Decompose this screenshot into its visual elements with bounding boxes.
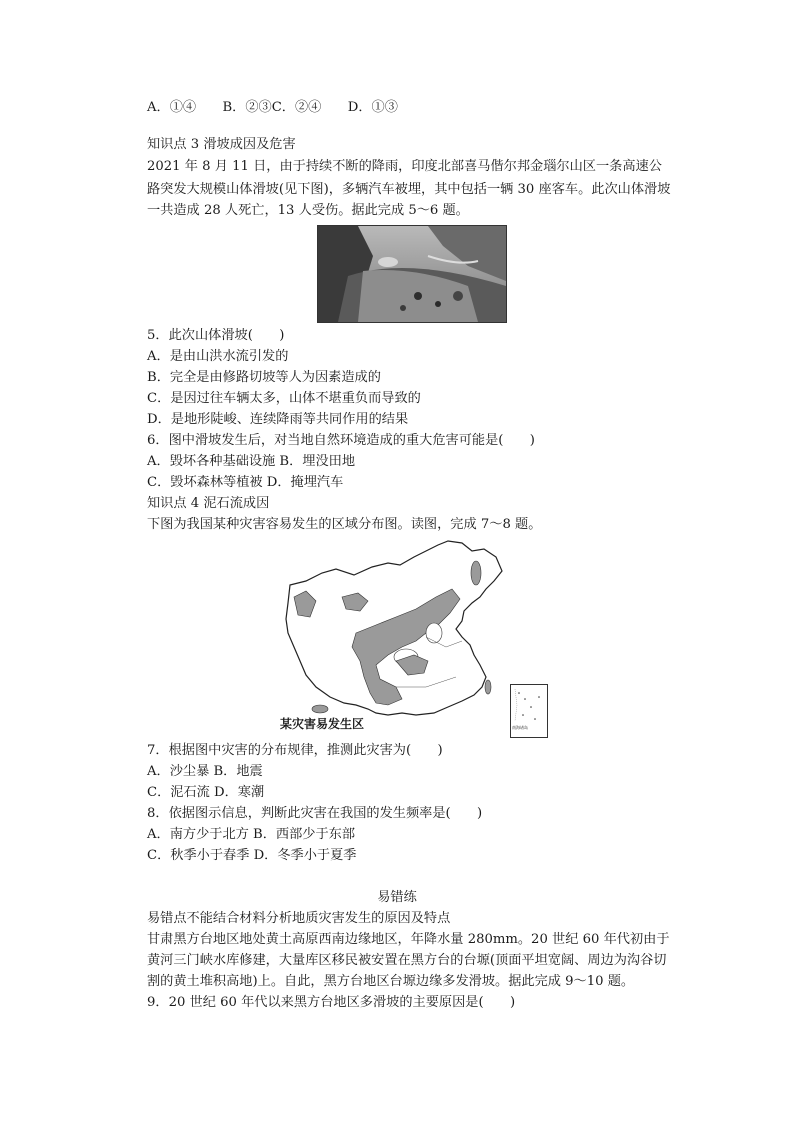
q5-option-b: B．完全是由修路切坡等人为因素造成的 <box>147 370 381 385</box>
landslide-photo <box>317 225 507 323</box>
q7-stem: 7．根据图中灾害的分布规律，推测此灾害为( ) <box>147 743 443 758</box>
q7-options-ab: A．沙尘暴 B．地震 <box>147 764 263 779</box>
q6-options-cd: C．毁坏森林等植被 D．掩埋汽车 <box>147 475 344 490</box>
section3-para-line2: 路突发大规模山体滑坡(见下图)，多辆汽车被埋，其中包括一辆 30 座客车。此次山体滑坡 <box>147 182 671 197</box>
error-para-line1: 甘肃黑方台地区地处黄土高原西南边缘地区，年降水量 280mm。20 世纪 60 年代初由于 <box>147 932 670 947</box>
q5-option-a: A．是由山洪水流引发的 <box>147 349 289 364</box>
china-disaster-map <box>276 537 548 737</box>
q8-options-ab: A．南方少于北方 B．西部少于东部 <box>147 827 356 842</box>
q4-options: A．①④ B．②③C．②④ D．①③ <box>147 100 398 115</box>
section3-title: 知识点 3 滑坡成因及危害 <box>147 137 296 152</box>
q8-options-cd: C．秋季小于春季 D．冬季小于夏季 <box>147 848 357 863</box>
section3-para-line1: 2021 年 8 月 11 日，由于持续不断的降雨，印度北部喜马偕尔邦金瑙尔山区一条高速公 <box>147 159 662 174</box>
q8-stem: 8．依据图示信息，判断此灾害在我国的发生频率是( ) <box>147 806 483 821</box>
landslide-photo-image <box>318 226 506 322</box>
q5-option-c: C．是因过往车辆太多，山体不堪重负而导致的 <box>147 391 421 406</box>
china-outline-map <box>276 537 548 737</box>
inset-label: 南海诸岛 <box>512 725 528 730</box>
q6-options-ab: A．毁坏各种基础设施 B．埋没田地 <box>147 454 356 469</box>
section4-intro: 下图为我国某种灾害容易发生的区域分布图。读图，完成 7～8 题。 <box>147 517 542 532</box>
q7-options-cd: C．泥石流 D．寒潮 <box>147 785 265 800</box>
q9-stem: 9．20 世纪 60 年代以来黑方台地区多滑坡的主要原因是( ) <box>147 995 516 1010</box>
section4-title: 知识点 4 泥石流成因 <box>147 496 270 511</box>
error-para-line3: 割的黄土堆积高地)上。自此，黑方台地区台塬边缘多发滑坡。据此完成 9～10 题。 <box>147 974 635 989</box>
section3-para-line3: 一共造成 28 人死亡，13 人受伤。据此完成 5～6 题。 <box>147 203 469 218</box>
q6-stem: 6．图中滑坡发生后，对当地自然环境造成的重大危害可能是( ) <box>147 433 535 448</box>
q5-stem: 5．此次山体滑坡( ) <box>147 328 285 343</box>
map-caption: 某灾害易发生区 <box>280 717 365 731</box>
error-para-line2: 黄河三门峡水库修建，大量库区移民被安置在黑方台的台塬(顶面平坦宽阔、周边为沟谷切 <box>147 953 667 968</box>
q5-option-d: D．是地形陡峻、连续降雨等共同作用的结果 <box>147 412 409 427</box>
error-section-title: 易错练 <box>377 890 417 905</box>
error-point: 易错点不能结合材料分析地质灾害发生的原因及特点 <box>147 911 451 926</box>
